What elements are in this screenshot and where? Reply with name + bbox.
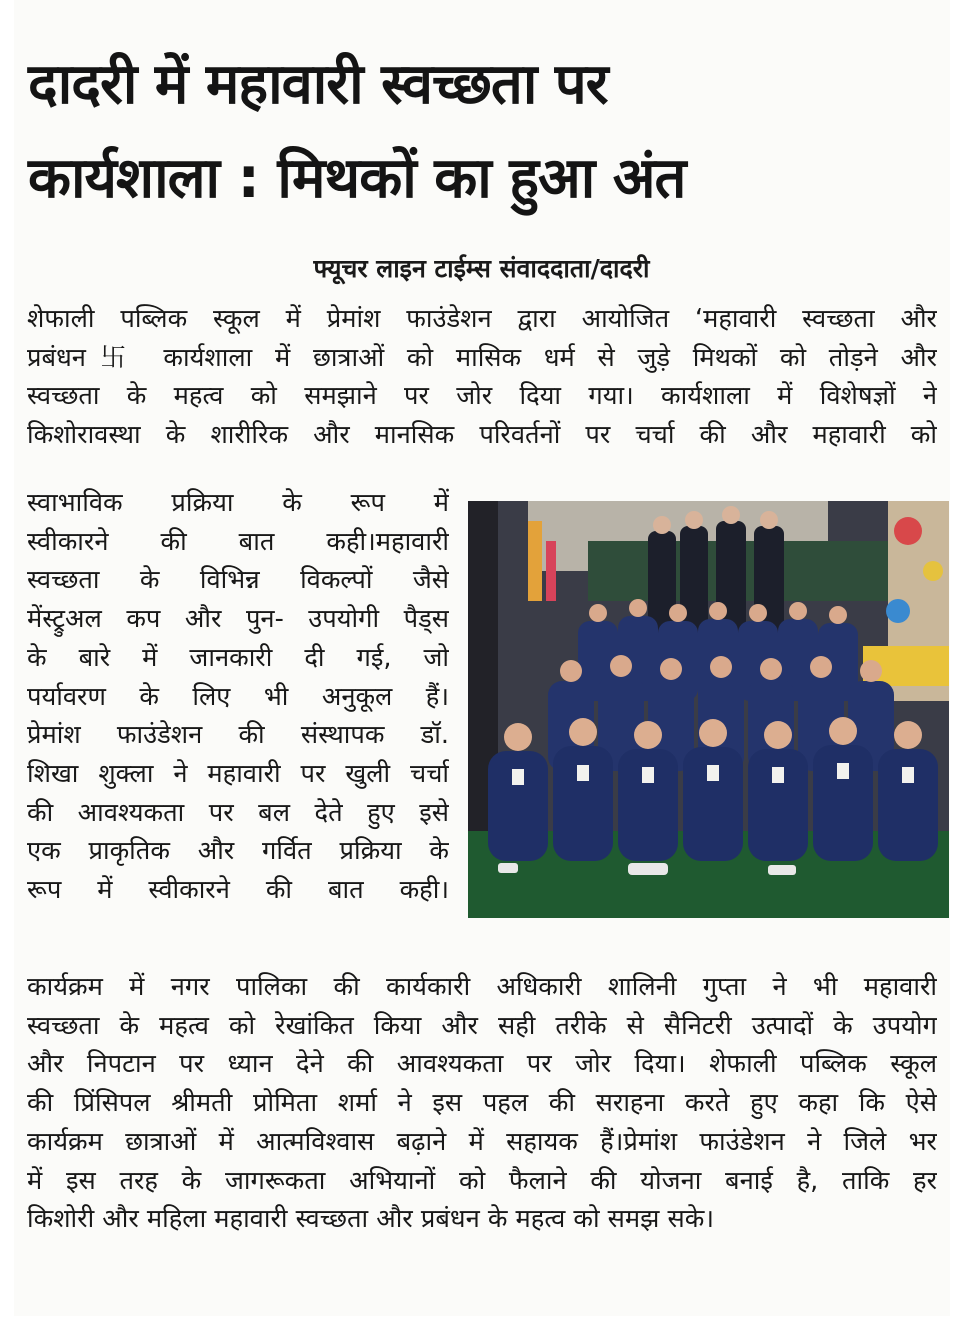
paragraph-closing: [27, 968, 937, 1239]
text-line: शिखा शुक्ला ने महावारी पर खुली चर्चा: [27, 758, 449, 789]
text-line: एक प्राकृतिक और गर्वित प्रक्रिया के: [27, 836, 449, 867]
text-line: किशोरी और महिला महावारी स्वच्छता और प्रबंधन के महत्व को समझ सके।: [27, 1204, 715, 1235]
text-line: प्रेमांश फाउंडेशन की संस्थापक डॉ.: [27, 720, 449, 751]
photo-illustration: [468, 501, 949, 918]
text-line: शेफाली पब्लिक स्कूल में प्रेमांश फाउंडेशन द्वारा आयोजित ‘महावारी स्वच्छता और: [27, 304, 937, 334]
text-line: स्वाभाविक प्रक्रिया के रूप में: [27, 488, 449, 518]
text-line: में इस तरह के जागरूकता अभियानों को फैलाने की योजना बनाई है, ताकि हर: [27, 1165, 937, 1196]
text-line: और निपटान पर ध्यान देने की आवश्यकता पर जोर दिया। शेफाली पब्लिक स्कूल: [27, 1049, 937, 1080]
text-line: कार्यक्रम में नगर पालिका की कार्यकारी अधिकारी शालिनी गुप्ता ने भी महावारी: [27, 972, 937, 1002]
text-line: पर्यावरण के लिए भी अनुकूल हैं।: [27, 681, 449, 712]
byline: फ्यूचर लाइन टाईम्स संवाददाता/दादरी: [313, 254, 650, 283]
paragraph-column: [27, 484, 449, 910]
text-line: स्वच्छता के महत्व को समझाने पर जोर दिया गया। कार्यशाला में विशेषज्ञों ने: [27, 381, 937, 412]
text-line: की प्रिंसिपल श्रीमती प्रोमिता शर्मा ने इस पहल की सराहना करते हुए कहा कि ऐसे: [27, 1088, 937, 1119]
text-line: की आवश्यकता पर बल देते हुए इसे: [27, 797, 449, 828]
text-line: स्वीकारने की बात कही।महावारी: [27, 526, 449, 557]
headline-line-2: कार्यशाला : मिथकों का हुआ अंत: [28, 146, 686, 211]
text-line: रूप में स्वीकारने की बात कही।: [27, 875, 449, 906]
text-line: मेंस्ट्रुअल कप और पुन- उपयोगी पैड्स: [27, 604, 449, 635]
text-line: प्रबंधन卐 कार्यशाला में छात्राओं को मासिक धर्म से जुड़े मिथकों को तोड़ने और: [27, 342, 937, 373]
headline-line-1: दादरी में महावारी स्वच्छता पर: [28, 52, 608, 117]
text-line: कार्यक्रम छात्राओं में आत्मविश्वास बढ़ाने में सहायक हैं।प्रेमांश फाउंडेशन ने जिले भर: [27, 1126, 937, 1157]
paragraph-intro: [27, 300, 937, 455]
text-line: के बारे में जानकारी दी गई, जो: [27, 642, 449, 673]
headline: [28, 38, 928, 226]
news-photo-students: [468, 501, 949, 918]
text-line: स्वच्छता के महत्व को रेखांकित किया और सही तरीके से सैनिटरी उत्पादों के उपयोग: [27, 1010, 937, 1041]
text-line: किशोरावस्था के शारीरिक और मानसिक परिवर्तनों पर चर्चा की और महावारी को: [27, 420, 937, 451]
text-line: स्वच्छता के विभिन्न विकल्पों जैसे: [27, 565, 449, 596]
